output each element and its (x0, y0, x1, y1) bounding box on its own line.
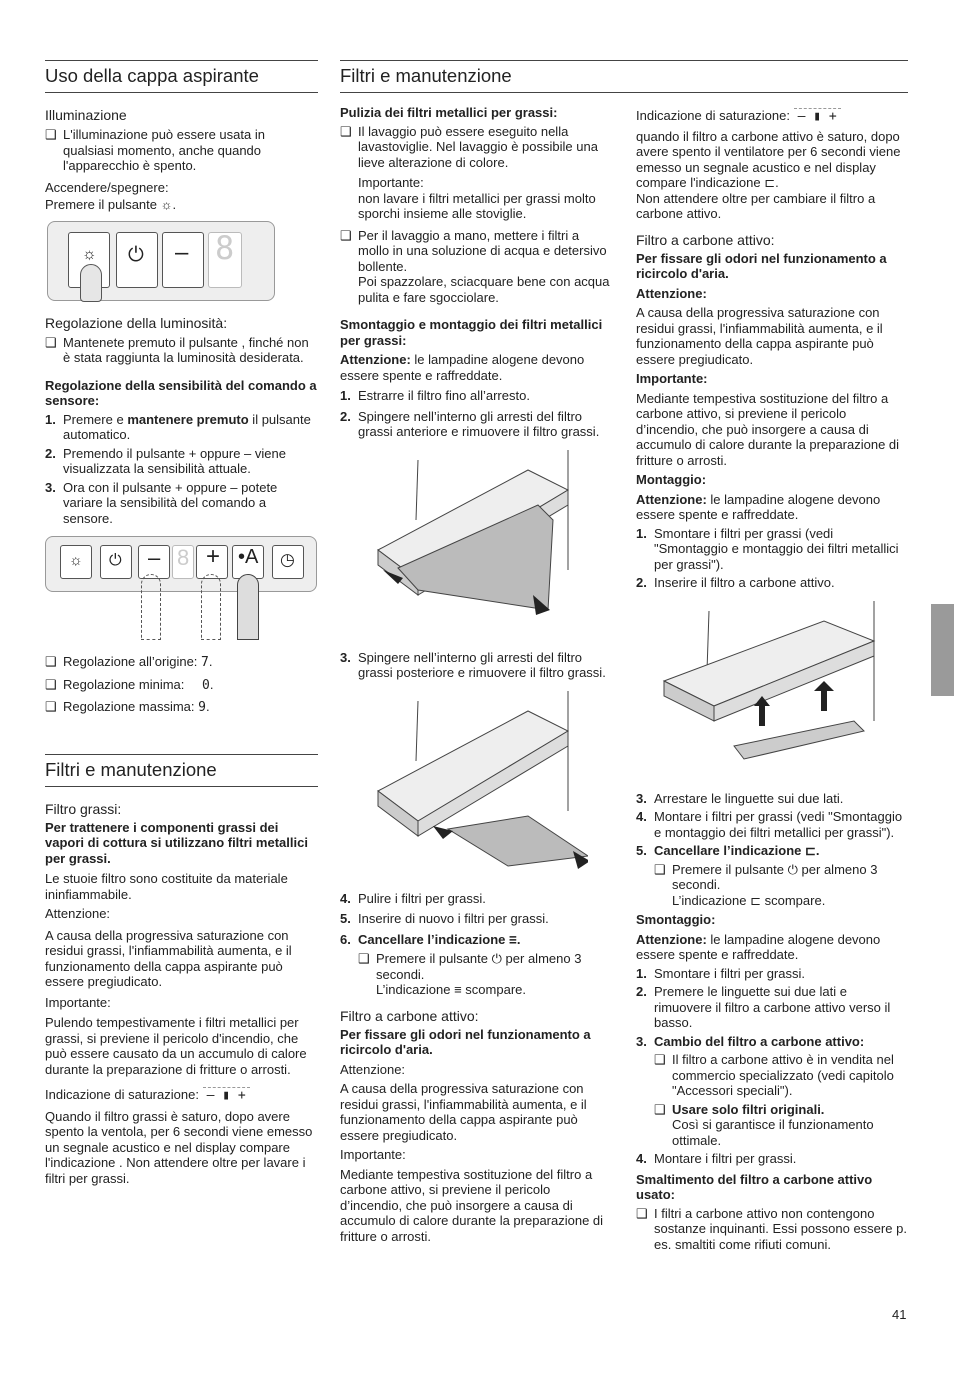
section-title-filtri: Filtri e manutenzione (45, 754, 318, 787)
minus-button: – (138, 545, 170, 579)
power-icon: ⏻ (128, 243, 144, 266)
light-icon: ☼ (82, 245, 97, 263)
sensor-panel-figure (45, 536, 317, 592)
timer-icon: ◷ (280, 550, 295, 569)
list-item: ❑ Usare solo filtri originali. Così si garantisce il funzionamento ottimale. (654, 1101, 874, 1148)
list-item: ❑ I filtri a carbone attivo non contengono sostanze inquinanti. Essi possono essere p. es. smaltiti come rifiuti comuni. (636, 1205, 907, 1252)
saturation-display-icon: – ▮ + (794, 108, 841, 124)
list-item: 4. Montare i filtri per grassi. (636, 1151, 797, 1166)
saturazione-heading: Indicazione di saturazione: – ▮ + (636, 108, 908, 125)
list-item: 4. Montare i filtri per grassi (vedi "Smontaggio e montaggio dei filtri metallici per grassi"). (636, 809, 903, 840)
carbone-intro: Per fissare gli odori nel funzionamento a ricircolo d'aria. (636, 250, 887, 281)
list-item: ❑ Per il lavaggio a mano, mettere i filtri a mollo in una soluzione di acqua e detersivo bollente. (340, 227, 607, 274)
paragraph: A causa della progressiva saturazione con residui grassi, l'infiammabilità aumenta, e il funzionamento della cappa aspirante può essere pregiudicato. (45, 927, 292, 989)
list-item: 2. Premendo il pulsante + oppure – viene visualizzata la sensibilità attuale. (45, 445, 286, 476)
carbon-filter-icon: ⊏ (764, 175, 776, 190)
list-item: ❑ Regolazione all’origine: 7. (45, 654, 213, 670)
importante-label: Importante: (340, 1147, 406, 1162)
list-item: 2. Spingere nell’interno gli arresti del filtro grassi anteriore e rimuovere il filtro grassi. (340, 408, 600, 439)
list-item: ❑ Premere il pulsante ⏻ per almeno 3 secondi. L’indicazione ≡ scompare. (358, 951, 582, 997)
chapter-tab (931, 604, 954, 696)
page-number: 41 (892, 1307, 907, 1322)
pulizia-heading: Pulizia dei filtri metallici per grassi: (340, 105, 558, 120)
list-item: 6. Cancellare l’indicazione ≡. (340, 931, 521, 948)
smontaggio-heading: Smontaggio e montaggio dei filtri metallici per grassi: (340, 317, 603, 348)
power-icon: ⏻ (787, 861, 798, 877)
attenzione-text: Attenzione: le lampadine alogene devono essere spente e raffreddate. (636, 931, 881, 962)
paragraph: quando il filtro a carbone attivo è saturo, dopo avere spento il ventilatore per 6 secondi viene emesso un segnale acustico e nel display compare l'indicazione ⊏. Non attendere oltre per cambiare il filtro a carbone attivo. (636, 128, 901, 221)
list-item: ❑ Regolazione massima: 9. (45, 699, 210, 715)
paragraph: Pulendo tempestivamente i filtri metallici per grassi, si previene il pericolo d'incendio, che può essere causato da un accumulo di calore durante la preparazione di fritture o arrosti. (45, 1015, 307, 1077)
carbone-heading: Filtro a carbone attivo: (636, 231, 775, 248)
list-item: ❑ Il filtro a carbone attivo è in vendita nel commercio specializzato (vedi capitolo "Accessori speciali"). (654, 1052, 894, 1098)
light-icon: ☼ (69, 552, 83, 569)
paragraph: Mediante tempestiva sostituzione del filtro a carbone attivo, si previene il pericolo d’incendio, che può insorgere a causa di accumulo di calore durante la preparazione di fritture o arrosti. (636, 390, 900, 468)
saturazione-heading: Indicazione di saturazione: – ▮ + (45, 1087, 318, 1104)
list-item: ❑ Il lavaggio può essere eseguito nella lavastoviglie. Nel lavaggio è possibile una lieve alterazione di colore. (340, 123, 598, 170)
importante-label: Importante: (45, 994, 111, 1010)
column-2 (340, 60, 612, 1244)
fat-filter-icon: ≡ (454, 982, 462, 997)
list-item: 3. Cambio del filtro a carbone attivo: (636, 1033, 865, 1049)
timer-button (272, 545, 304, 579)
attenzione-text: Attenzione: le lampadine alogene devono essere spente e raffreddate. (340, 352, 585, 383)
section-title-filtri-main: Filtri e manutenzione (340, 60, 908, 93)
finger-illustration (45, 592, 318, 642)
attenzione-label: Attenzione: (340, 1061, 406, 1077)
power-icon: ⏻ (109, 552, 122, 569)
power-button (116, 232, 158, 288)
list-item: ❑ Regolazione minima: 0. (45, 676, 214, 693)
power-icon: ⏻ (491, 951, 502, 966)
carbon-filter-icon: ⊏ (750, 892, 761, 908)
column-1 (45, 60, 318, 1186)
finger-icon (80, 264, 102, 302)
section-title-uso: Uso della cappa aspirante (45, 60, 318, 93)
hood-figure-rear (340, 691, 612, 881)
accendere-text: Premere il pulsante ☼. (45, 197, 177, 212)
illuminazione-heading: Illuminazione (45, 107, 127, 123)
carbon-filter-figure (636, 601, 908, 781)
display: 8 (208, 232, 242, 288)
list-item: 4. Pulire i filtri per grassi. (340, 890, 486, 906)
list-item: ❑ Mantenete premuto il pulsante , finché non è stata raggiunta la luminosità desiderata. (45, 334, 309, 365)
light-icon: ☼ (160, 197, 173, 212)
paragraph: A causa della progressiva saturazione con residui grassi, l'infiammabilità aumenta, e il funzionamento della cappa aspirante può essere pregiudicato. (340, 1081, 587, 1143)
carbone-intro: Per fissare gli odori nel funzionamento a ricircolo d'aria. (340, 1026, 591, 1057)
list-item: 1. Estrarre il filtro fino all’arresto. (340, 388, 530, 403)
paragraph: non lavare i filtri metallici per grassi molto sporchi insieme alle stoviglie. (358, 190, 596, 221)
list-item: 1. Premere e mantenere premuto il pulsante automatico. (45, 411, 311, 442)
list-item: ❑ L'illuminazione può essere usata in qualsiasi momento, anche quando l'apparecchio è spento. (45, 127, 265, 173)
smaltimento-heading: Smaltimento del filtro a carbone attivo usato: (636, 1171, 873, 1202)
list-item: 1. Smontare i filtri per grassi (vedi "Smontaggio e montaggio dei filtri metallici per grassi"). (636, 525, 899, 572)
minus-button: – (162, 232, 204, 288)
auto-button: •A (232, 545, 264, 579)
fat-filter-icon: ≡ (509, 932, 517, 948)
paragraph: Mediante tempestiva sostituzione del filtro a carbone attivo, si previene il pericolo d’incendio, che può insorgere a causa di accumulo di calore durante la preparazione di fritture o arrosti. (340, 1166, 604, 1244)
carbone-heading: Filtro a carbone attivo: (340, 1007, 479, 1024)
smontaggio-heading: Smontaggio: (636, 912, 716, 927)
paragraph: Le stuoie filtro sono costituite da materiale ininfiammabile. (45, 871, 288, 902)
plus-button: + (196, 545, 228, 579)
list-item: 5. Cancellare l’indicazione ⊏. (636, 843, 820, 858)
list-item: ❑ Premere il pulsante ⏻ per almeno 3 secondi. L’indicazione ⊏ scompare. (654, 861, 878, 908)
list-item: 3. Spingere nell’interno gli arresti del filtro grassi posteriore e rimuovere il filtro grassi. (340, 649, 606, 680)
attenzione-label: Attenzione: (636, 285, 707, 301)
importante-label: Importante: (636, 371, 708, 386)
list-item: 2. Inserire il filtro a carbone attivo. (636, 575, 835, 590)
control-panel-figure (47, 221, 275, 301)
paragraph: A causa della progressiva saturazione con residui grassi, l'infiammabilità aumenta, e il funzionamento della cappa aspirante può essere pregiudicato. (636, 305, 883, 367)
attenzione-label: Attenzione: (45, 906, 111, 921)
list-item: 3. Arrestare le linguette sui due lati. (636, 790, 844, 806)
hood-figure-front (340, 450, 612, 640)
list-item: 1. Smontare i filtri per grassi. (636, 965, 805, 981)
paragraph: Quando il filtro grassi è saturo, dopo avere spento la ventola, per 6 secondi viene emesso un segnale acustico e nel display compare l'indicazione . Non attendere oltre per lavare i filtri per grassi. (45, 1108, 313, 1186)
sensibilita-heading: Regolazione della sensibilità del comando a sensore: (45, 377, 317, 408)
filtro-grassi-heading: Filtro grassi: (45, 800, 122, 817)
display: 8 (172, 545, 194, 579)
montaggio-heading: Montaggio: (636, 472, 707, 487)
power-button (100, 545, 132, 579)
importante-label: Importante: (358, 175, 424, 190)
carbon-filter-icon: ⊏ (805, 843, 816, 858)
luminosita-heading: Regolazione della luminosità: (45, 314, 228, 331)
filtro-grassi-intro: Per trattenere i componenti grassi dei vapori di cottura si utilizzano filtri metallici per grassi. (45, 819, 308, 866)
saturation-display-icon: – ▮ + (203, 1087, 250, 1103)
attenzione-text: Attenzione: le lampadine alogene devono essere spente e raffreddate. (636, 491, 881, 522)
list-item: 2. Premere le linguette sui due lati e rimuovere il filtro a carbone attivo verso il basso. (636, 984, 891, 1030)
list-item: 3. Ora con il pulsante + oppure – potete variare la sensibilità del comando a sensore. (45, 479, 278, 526)
column-3 (636, 106, 908, 1252)
list-item: 5. Inserire di nuovo i filtri per grassi. (340, 911, 549, 926)
light-button (60, 545, 92, 579)
paragraph: Poi spazzolare, sciacquare bene con acqua pulita e fare sgocciolare. (358, 274, 610, 305)
accendere-heading: Accendere/spegnere: (45, 179, 169, 195)
